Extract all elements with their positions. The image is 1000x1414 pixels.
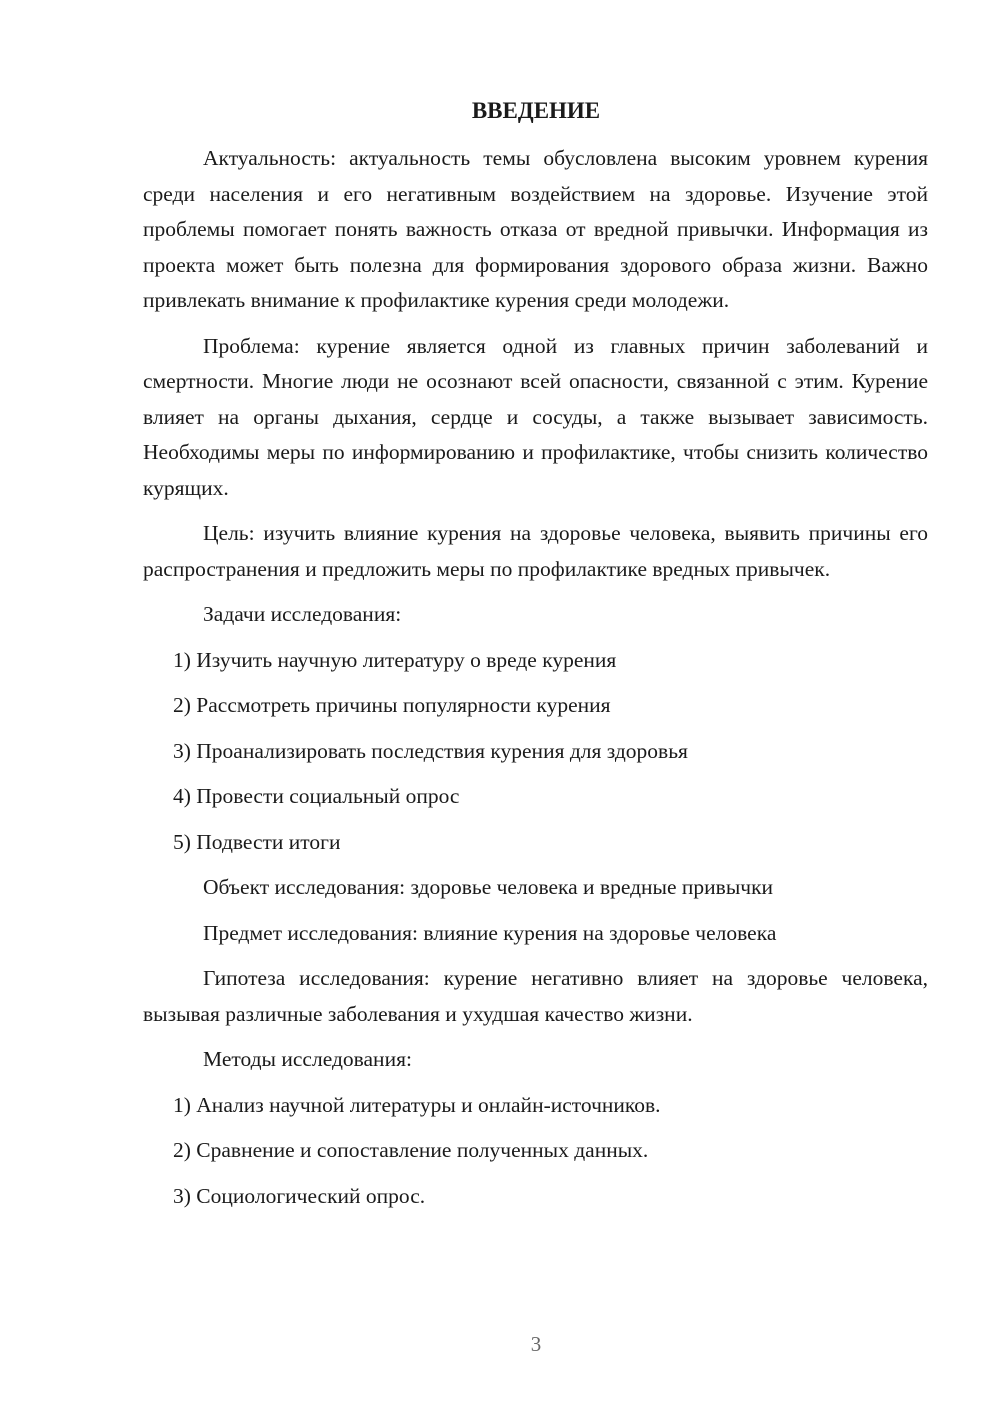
task-item-1: 1) Изучить научную литературу о вреде курения <box>173 647 617 672</box>
method-item-3: 3) Социологический опрос. <box>173 1183 426 1208</box>
paragraph-goal: Цель: изучить влияние курения на здоровье человека, выявить причины его распространения и предложить меры по профилактике вредных привычек. <box>143 521 928 581</box>
task-item-4: 4) Провести социальный опрос <box>173 784 460 808</box>
paragraph-relevance: Актуальность: актуальность темы обусловлена высоким уровнем курения среди населения и его негативным воздействием на здоровье. Изучение этой проблемы помогает понять важность отказа от вредной привычки. Информация из проекта может быть полезна для формирования здорового образа жизни. Важно привлекать внимание к профилактике курения среди молодежи. <box>143 146 928 312</box>
paragraph-hypothesis: Гипотеза исследования: курение негативно влияет на здоровье человека, вызывая различные заболевания и ухудшая качество жизни. <box>143 966 928 1026</box>
task-item-3: 3) Проанализировать последствия курения для здоровья <box>173 738 688 763</box>
page-number: 3 <box>530 1332 542 1356</box>
methods-heading: Методы исследования: <box>203 1047 412 1071</box>
method-item-2: 2) Сравнение и сопоставление полученных данных. <box>173 1138 649 1162</box>
tasks-heading: Задачи исследования: <box>203 602 402 626</box>
page-title: ВВЕДЕНИЕ <box>471 98 601 123</box>
paragraph-subject: Предмет исследования: влияние курения на здоровье человека <box>203 920 777 945</box>
document-body <box>143 141 928 1224</box>
method-item-1: 1) Анализ научной литературы и онлайн-источников. <box>173 1092 661 1117</box>
paragraph-problem: Проблема: курение является одной из главных причин заболеваний и смертности. Многие люди не осознают всей опасности, связанной с этим. Курение влияет на органы дыхания, сердце и сосуды, а также вызывает зависимость. Необходимы меры по информированию и профилактике, чтобы снизить количество курящих. <box>143 333 928 500</box>
paragraph-object: Объект исследования: здоровье человека и вредные привычки <box>203 875 774 899</box>
task-item-2: 2) Рассмотреть причины популярности курения <box>173 693 611 717</box>
task-item-5: 5) Подвести итоги <box>173 829 341 854</box>
